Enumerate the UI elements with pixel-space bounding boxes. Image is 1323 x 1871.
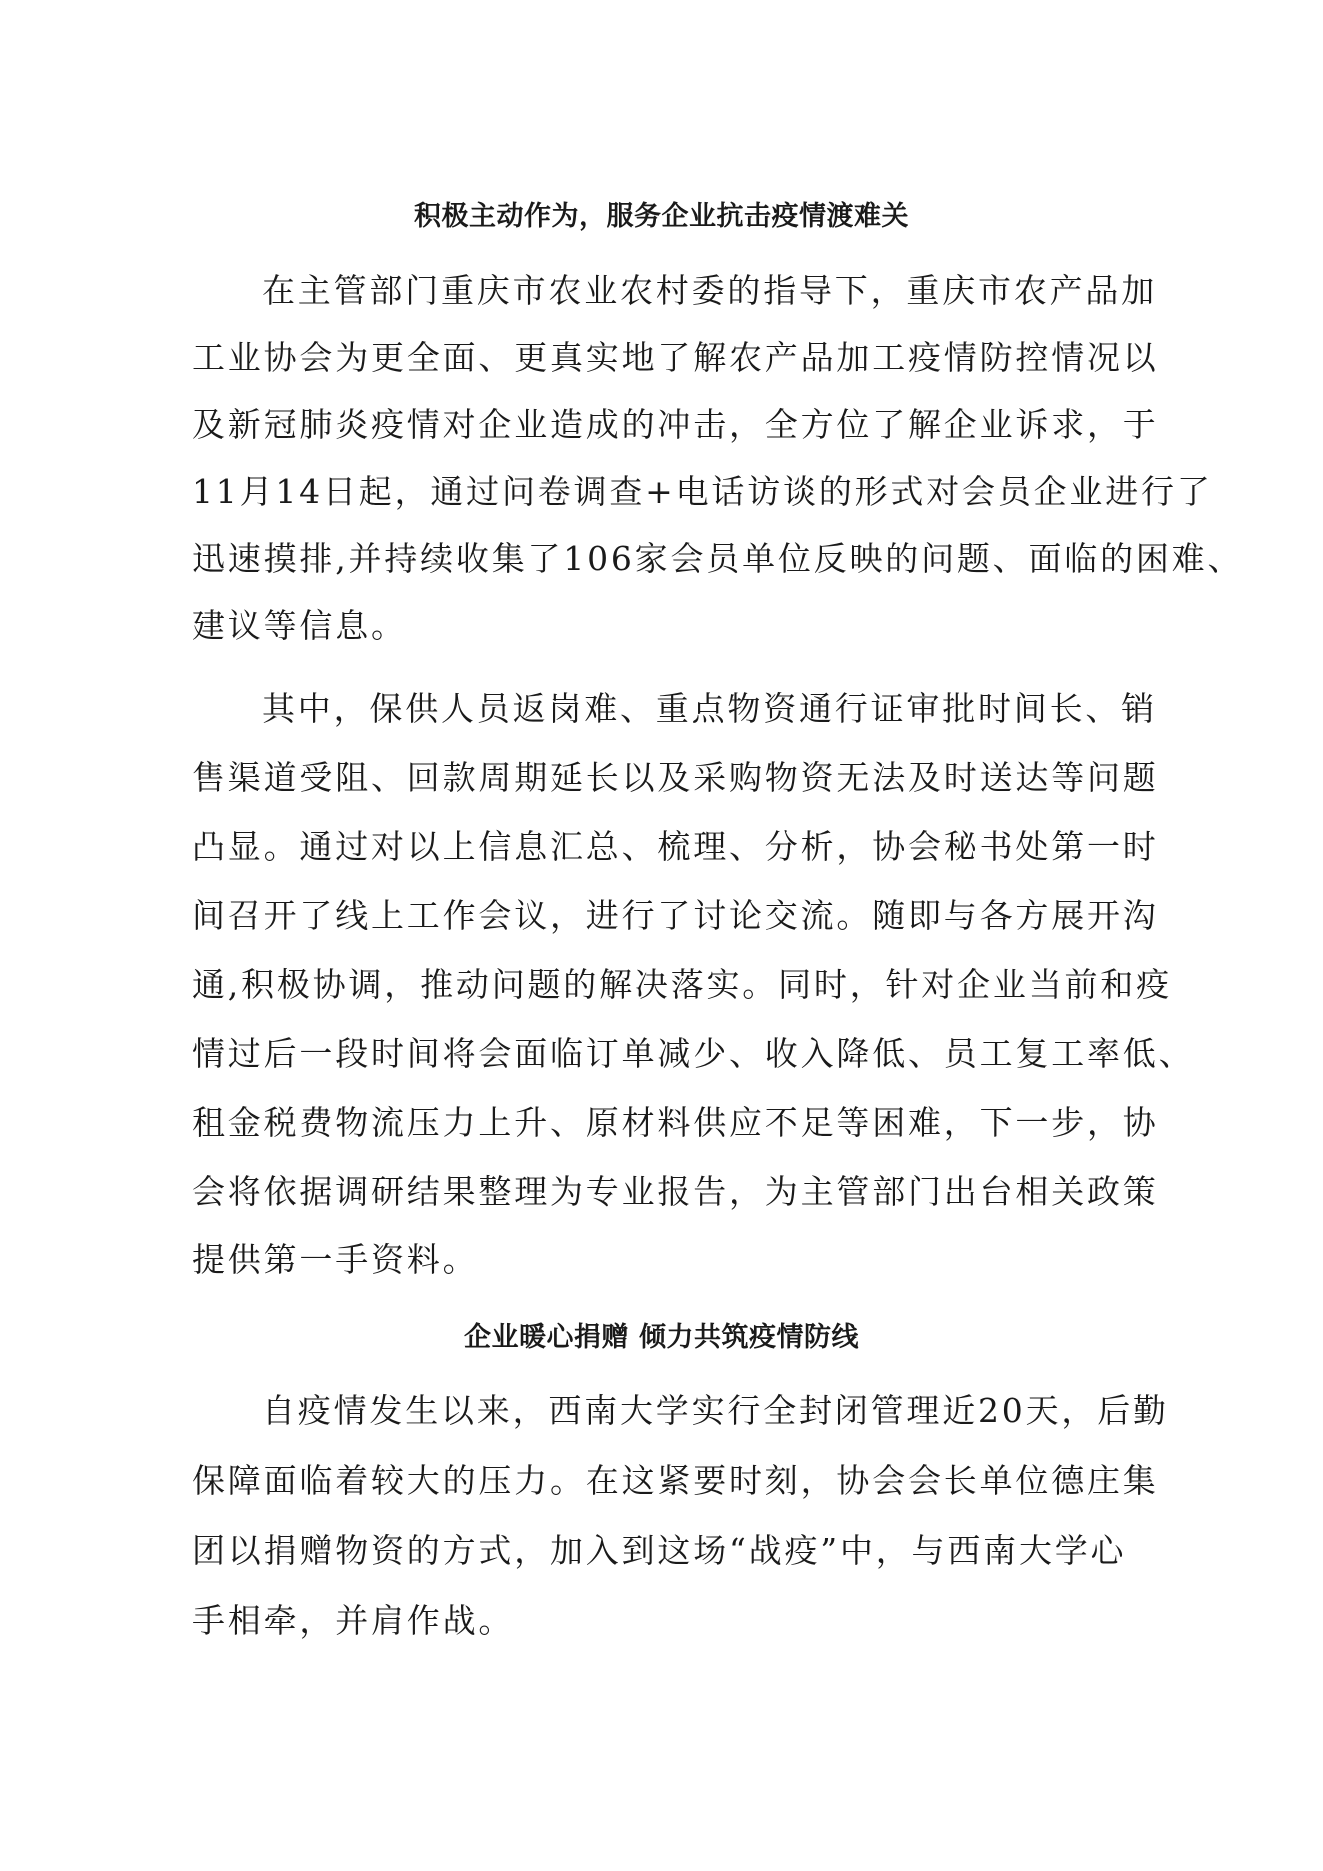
text-line: 在主管部门重庆市农业农村委的指导下，重庆市农产品加	[262, 271, 1157, 310]
text-line: 手相牵，并肩作战。	[192, 1601, 515, 1640]
text-line: 会将依据调研结果整理为专业报告，为主管部门出台相关政策	[192, 1172, 1159, 1211]
text-line: 自疫情发生以来，西南大学实行全封闭管理近20天，后勤	[262, 1391, 1169, 1430]
text-line: 工业协会为更全面、更真实地了解农产品加工疫情防控情况以	[192, 338, 1159, 377]
section-heading-2: 企业暖心捐赠 倾力共筑疫情防线	[464, 1322, 859, 1353]
text-line: 提供第一手资料。	[192, 1240, 479, 1279]
text-line: 保障面临着较大的压力。在这紧要时刻，协会会长单位德庄集	[192, 1461, 1159, 1500]
text-line: 及新冠肺炎疫情对企业造成的冲击，全方位了解企业诉求，于	[192, 405, 1159, 444]
text-line: 11月14日起，通过问卷调查+电话访谈的形式对会员企业进行了	[192, 472, 1213, 511]
text-line: 售渠道受阻、回款周期延长以及采购物资无法及时送达等问题	[192, 758, 1159, 797]
text-line: 间召开了线上工作会议，进行了讨论交流。随即与各方展开沟	[192, 896, 1159, 935]
text-line: 情过后一段时间将会面临订单减少、收入降低、员工复工率低、	[192, 1034, 1195, 1073]
text-line: 建议等信息。	[192, 606, 407, 645]
text-line: 迅速摸排,并持续收集了106家会员单位反映的问题、面临的困难、	[192, 539, 1244, 578]
text-line: 租金税费物流压力上升、原材料供应不足等困难，下一步，协	[192, 1103, 1159, 1142]
text-line: 凸显。通过对以上信息汇总、梳理、分析，协会秘书处第一时	[192, 827, 1159, 866]
text-line: 通,积极协调，推动问题的解决落实。同时，针对企业当前和疫	[192, 965, 1172, 1004]
text-line: 团以捐赠物资的方式，加入到这场“战疫”中，与西南大学心	[192, 1531, 1127, 1570]
section-heading-1: 积极主动作为，服务企业抗击疫情渡难关	[414, 201, 909, 232]
text-line: 其中，保供人员返岗难、重点物资通行证审批时间长、销	[262, 689, 1157, 728]
